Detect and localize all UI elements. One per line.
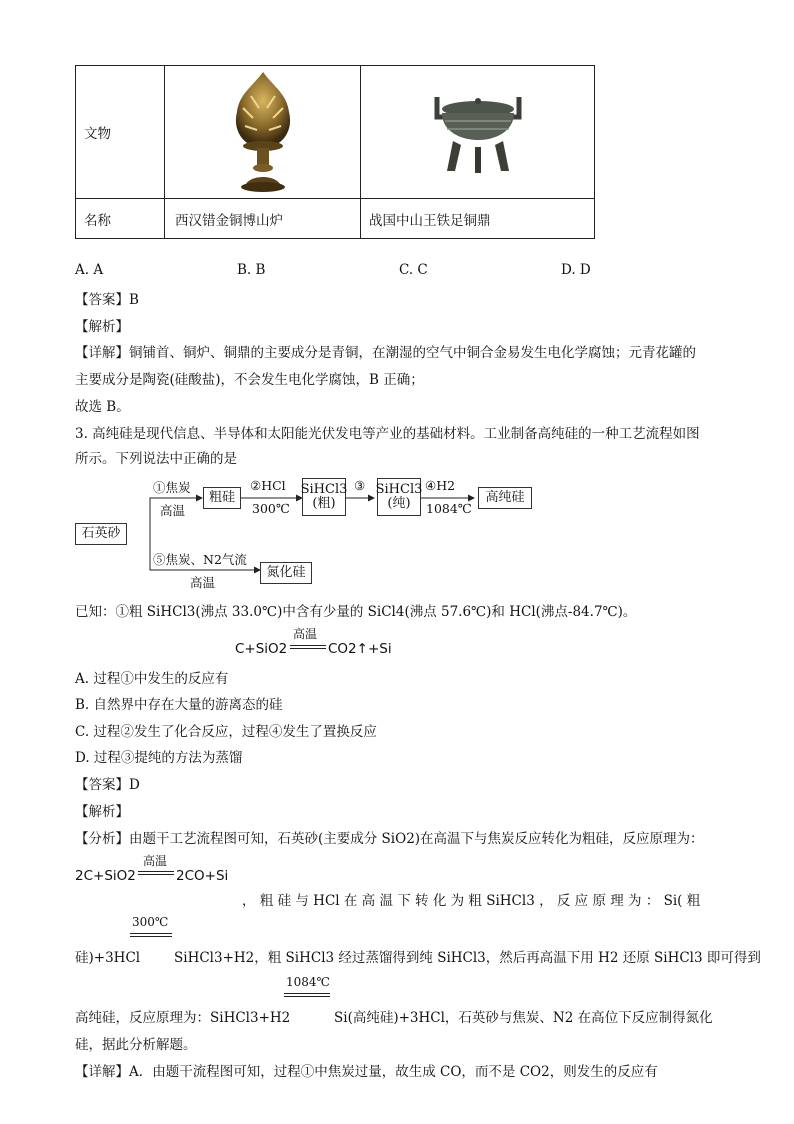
q3-analysis-heading: 【解析】	[75, 804, 129, 820]
q3-fenxi-line5: 硅，据此分析解题。	[75, 1037, 197, 1053]
q2-answer: 【答案】B	[75, 292, 139, 308]
q2-conclusion: 故选 B。	[75, 399, 130, 415]
flow-node-sihcl3-crude-note: (粗)	[312, 496, 336, 511]
flow-step1-condition: 高温	[160, 503, 186, 518]
q3-option-c: C. 过程②发生了化合反应，过程④发生了置换反应	[75, 724, 377, 740]
flow-node-silicon-nitride: 氮化硅	[260, 562, 312, 584]
q3-fenxi-line3b: SiHCl3+H2，粗 SiHCl3 经过蒸馏得到纯 SiHCl3，然后再高温下用 H2 还原 SiHCl3 即可得到	[174, 950, 761, 966]
q3-fenxi-line4b: Si(高纯硅)+3HCl，石英砂与焦炭、N2 在高位下反应制得氮化	[334, 1010, 713, 1026]
q3-option-a: A. 过程①中发生的反应有	[75, 671, 229, 687]
artifact-cell-1	[165, 66, 361, 199]
table-row-label-name: 名称	[76, 199, 165, 239]
censer-image	[223, 68, 303, 196]
artifact-name-1: 西汉错金铜博山炉	[165, 199, 361, 239]
option-c: C. C	[399, 262, 428, 278]
cond-300: 300℃	[132, 915, 169, 929]
option-b: B. B	[237, 262, 266, 278]
q3-answer: 【答案】D	[75, 777, 140, 793]
artifact-table	[75, 65, 595, 239]
option-d: D. D	[561, 262, 591, 278]
q2-detail-line1: 【详解】铜铺首、铜炉、铜鼎的主要成分是青铜，在潮湿的空气中铜合金易发生电化学腐蚀；元青花罐的	[75, 345, 696, 361]
eq-b-equals-sign	[138, 871, 174, 875]
cond-1084: 1084℃	[286, 975, 330, 989]
flow-step4-reagent: ④H2	[425, 478, 456, 493]
eq-d-equals-sign	[284, 993, 330, 997]
q3-stem-line2: 所示。下列说法中正确的是	[75, 451, 237, 467]
eq-a-left: C+SiO2	[235, 641, 288, 657]
q3-known-info: 已知：①粗 SiHCl3(沸点 33.0℃)中含有少量的 SiCl4(沸点 57.6℃)和 HCl(沸点-84.7℃)。	[75, 604, 637, 620]
q3-detail-line1: 【详解】A．由题干流程图可知，过程①中焦炭过量，故生成 CO，而不是 CO2，则发生的反应有	[75, 1064, 658, 1080]
flow-node-sihcl3-pure-formula: SiHCl3	[375, 481, 423, 497]
flow-node-sihcl3-crude-formula: SiHCl3	[300, 481, 348, 497]
flow-node-crude-si: 粗硅	[203, 487, 241, 509]
q3-fenxi-line1: 【分析】由题干工艺流程图可知，石英砂(主要成分 SiO2)在高温下与焦炭反应转化为粗硅，反应原理为：	[75, 831, 704, 847]
flow-step5-condition: 高温	[190, 575, 216, 590]
flow-step5-reagent: ⑤焦炭、N2气流	[153, 552, 247, 567]
table-row-label-artifact: 文物	[76, 66, 165, 199]
flow-step1-reagent: ①焦炭	[153, 480, 191, 495]
q3-fenxi-line3a: 硅)+3HCl	[75, 950, 141, 966]
option-a: A. A	[75, 262, 104, 278]
flow-node-sihcl3-pure-note: (纯)	[387, 496, 411, 511]
flow-node-quartz: 石英砂	[75, 523, 127, 545]
flow-node-sihcl3-crude	[302, 478, 346, 516]
artifact-name-2: 战国中山王铁足铜鼎	[361, 199, 595, 239]
flow-step3-label: ③	[354, 478, 366, 493]
q3-fenxi-line4a: 高纯硅，反应原理为：SiHCl3+H2	[75, 1010, 291, 1026]
flow-step4-condition: 1084℃	[426, 501, 472, 516]
q3-option-b: B. 自然界中存在大量的游离态的硅	[75, 697, 283, 713]
eq-b-right: 2CO+Si	[176, 868, 229, 884]
ding-vessel-image	[423, 87, 533, 177]
q3-stem-line1: 3. 高纯硅是现代信息、半导体和太阳能光伏发电等产业的基础材料。工业制备高纯硅的一种工艺流程如图	[75, 426, 700, 442]
q3-fenxi-line2: ， 粗 硅 与 HCl 在 高 温 下 转 化 为 粗 SiHCl3 ， 反 应 原 理 为 ： Si( 粗	[242, 893, 701, 909]
eq-b-left: 2C+SiO2	[75, 868, 136, 884]
eq-a-equals-sign	[290, 645, 326, 649]
eq-a-right: CO2↑+Si	[328, 641, 392, 657]
flow-node-sihcl3-pure	[377, 478, 421, 516]
q2-analysis-heading: 【解析】	[75, 319, 129, 335]
eq-a-condition: 高温	[293, 627, 318, 641]
eq-c-equals-sign	[130, 933, 172, 937]
eq-b-condition: 高温	[143, 854, 168, 868]
flow-node-pure-si: 高纯硅	[478, 487, 532, 509]
flow-step2-condition: 300℃	[252, 501, 290, 516]
flow-step2-reagent: ②HCl	[250, 478, 286, 493]
q3-option-d: D. 过程③提纯的方法为蒸馏	[75, 750, 243, 766]
q2-detail-line2: 主要成分是陶瓷(硅酸盐)，不会发生电化学腐蚀，B 正确；	[75, 372, 424, 388]
artifact-cell-2	[361, 66, 595, 199]
